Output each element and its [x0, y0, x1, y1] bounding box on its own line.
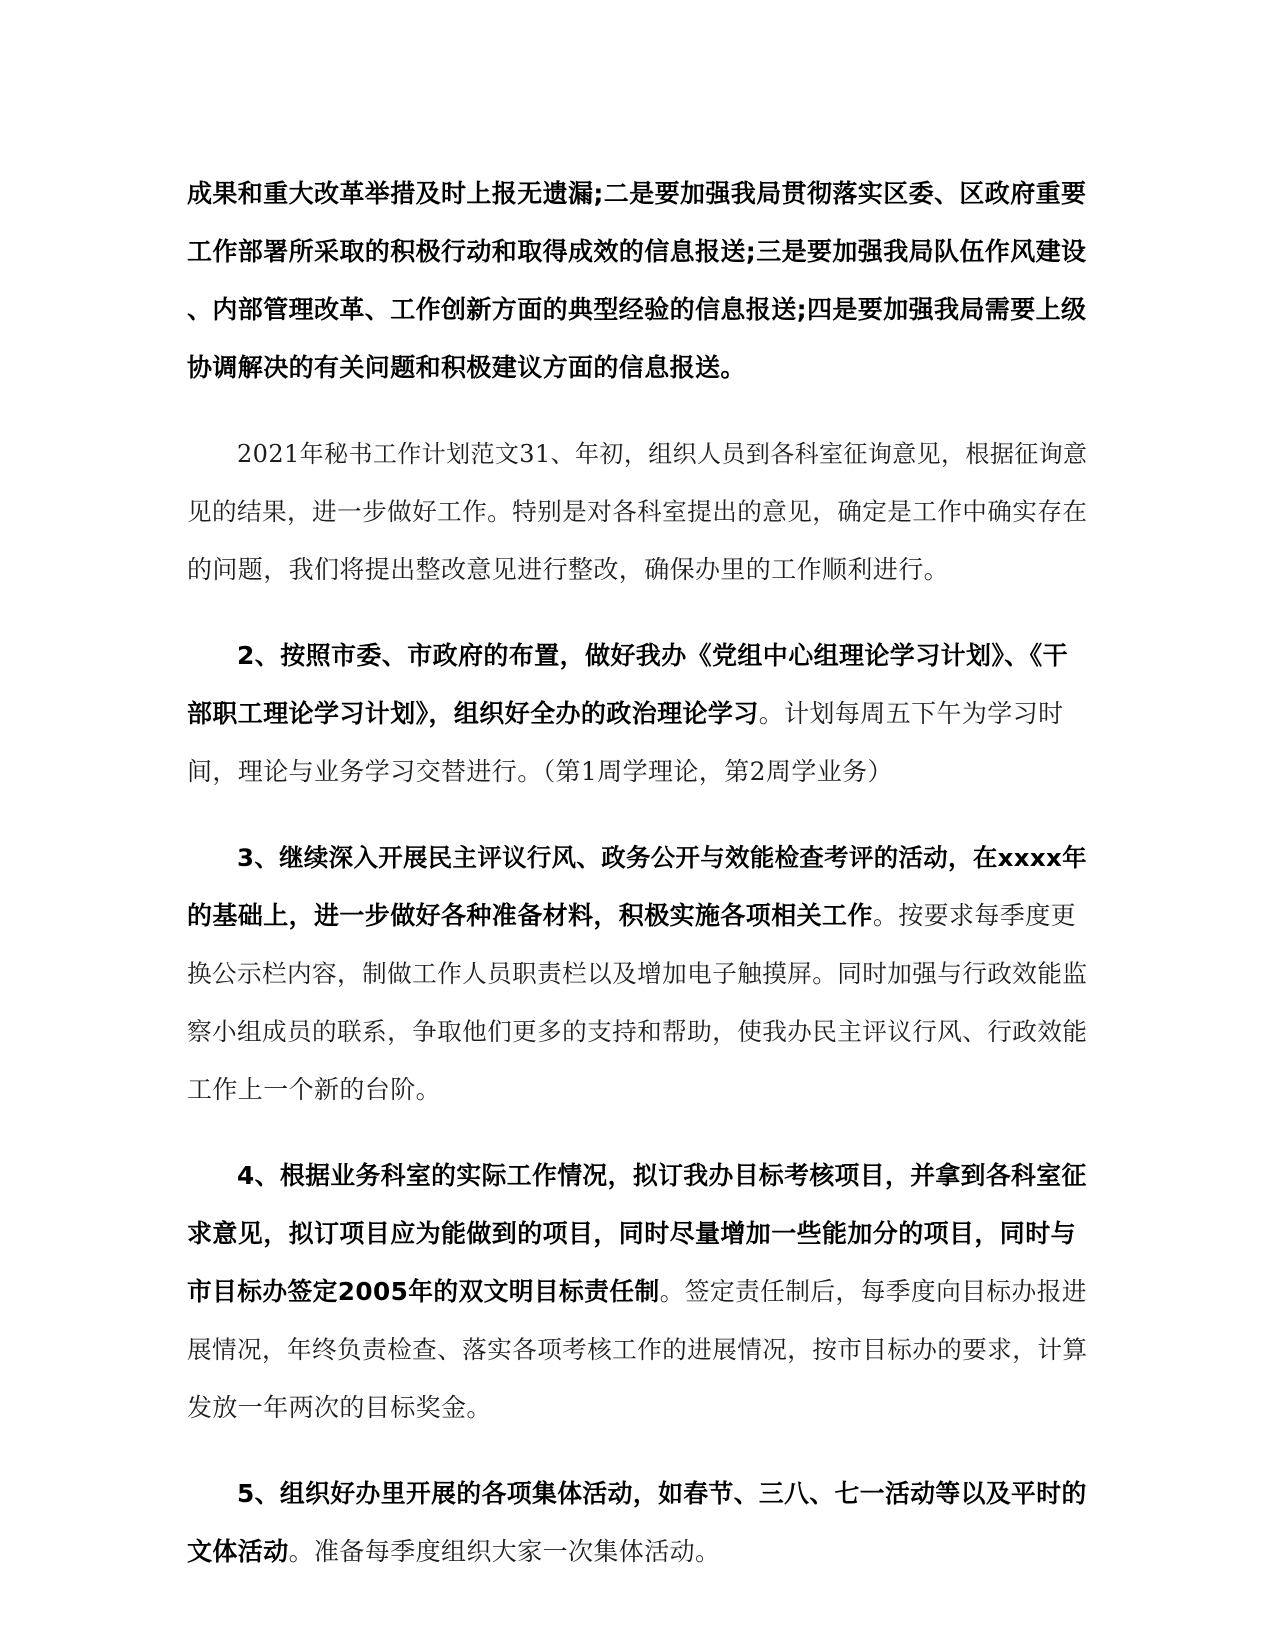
bold-text: 成果和重大改革举措及时上报无遗漏;二是要加强我局贯彻落实区委、区政府重要 [187, 179, 1087, 208]
bold-text: 4、根据业务科室的实际工作情况，拟订我办目标考核项目，并拿到各科室征 [237, 1161, 1087, 1190]
text-line [187, 743, 1087, 801]
body-text: 发放一年两次的目标奖金。 [187, 1393, 492, 1422]
bold-text: 市目标办签定2005年的双文明目标责任制 [187, 1277, 660, 1306]
text-line [187, 1147, 1087, 1205]
bold-text: 2、按照市委、市政府的布置，做好我办《党组中心组理论学习计划》、《干 [237, 641, 1068, 670]
body-text: 。签定责任制后，每季度向目标办报进 [659, 1277, 1087, 1306]
bold-text: 3、继续深入开展民主评议行风、政务公开与效能检查考评的活动，在xxxx年 [237, 843, 1087, 872]
text-line [187, 945, 1087, 1003]
text-line [187, 425, 1087, 483]
body-text: 见的结果，进一步做好工作。特别是对各科室提出的意见，确定是工作中确实存在 [187, 497, 1088, 526]
text-line [187, 1523, 1087, 1581]
body-text: 。按要求每季度更 [872, 901, 1077, 930]
bold-text: 5、组织好办里开展的各项集体活动，如春节、三八、七一活动等以及平时的 [237, 1479, 1087, 1508]
text-line [187, 1061, 1087, 1119]
text-line [187, 223, 1087, 281]
body-text: 的问题，我们将提出整改意见进行整改，确保办里的工作顺利进行。 [187, 555, 950, 584]
paragraph-item-5 [187, 1465, 1087, 1581]
bold-text: 协调解决的有关问题和积极建议方面的信息报送。 [187, 353, 746, 382]
paragraph-item-4 [187, 1147, 1087, 1437]
text-line [187, 483, 1087, 541]
paragraph-item-3 [187, 829, 1087, 1119]
body-text: 换公示栏内容，制做工作人员职责栏以及增加电子触摸屏。同时加强与行政效能监 [187, 959, 1088, 988]
text-line [187, 1003, 1087, 1061]
text-line [187, 685, 1087, 743]
text-line [187, 1263, 1087, 1321]
text-line [187, 1321, 1087, 1379]
body-text: 间，理论与业务学习交替进行。（第1周学理论，第2周学业务） [187, 757, 893, 786]
text-line [187, 627, 1087, 685]
text-line [187, 541, 1087, 599]
bold-text: 文体活动 [187, 1537, 289, 1566]
body-text: 工作上一个新的台阶。 [187, 1075, 442, 1104]
text-line [187, 339, 1087, 397]
text-line [187, 887, 1087, 945]
body-text: 。准备每季度组织大家一次集体活动。 [288, 1537, 721, 1566]
bold-text: 的基础上，进一步做好各种准备材料，积极实施各项相关工作 [187, 901, 873, 930]
text-line [187, 1379, 1087, 1437]
body-text: 展情况，年终负责检查、落实各项考核工作的进展情况，按市目标办的要求，计算 [187, 1335, 1088, 1364]
text-line [187, 1465, 1087, 1523]
text-line [187, 1205, 1087, 1263]
document-body [187, 165, 1087, 1581]
text-line [187, 829, 1087, 887]
bold-text: 求意见，拟订项目应为能做到的项目，同时尽量增加一些能加分的项目，同时与 [187, 1219, 1077, 1248]
bold-text: 工作部署所采取的积极行动和取得成效的信息报送;三是要加强我局队伍作风建设 [187, 237, 1087, 266]
paragraph-item-2 [187, 627, 1087, 801]
text-line [187, 281, 1087, 339]
paragraph-item-1 [187, 425, 1087, 599]
body-text: 察小组成员的联系，争取他们更多的支持和帮助，使我办民主评议行风、行政效能 [187, 1017, 1088, 1046]
body-text: 2021年秘书工作计划范文31、年初，组织人员到各科室征询意见，根据征询意 [237, 440, 1088, 468]
bold-text: 、内部管理改革、工作创新方面的典型经验的信息报送;四是要加强我局需要上级 [187, 295, 1087, 324]
paragraph-info-reporting [187, 165, 1087, 397]
text-line [187, 165, 1087, 223]
body-text: 。计划每周五下午为学习时 [758, 699, 1064, 728]
bold-text: 部职工理论学习计划》，组织好全办的政治理论学习 [187, 699, 759, 728]
